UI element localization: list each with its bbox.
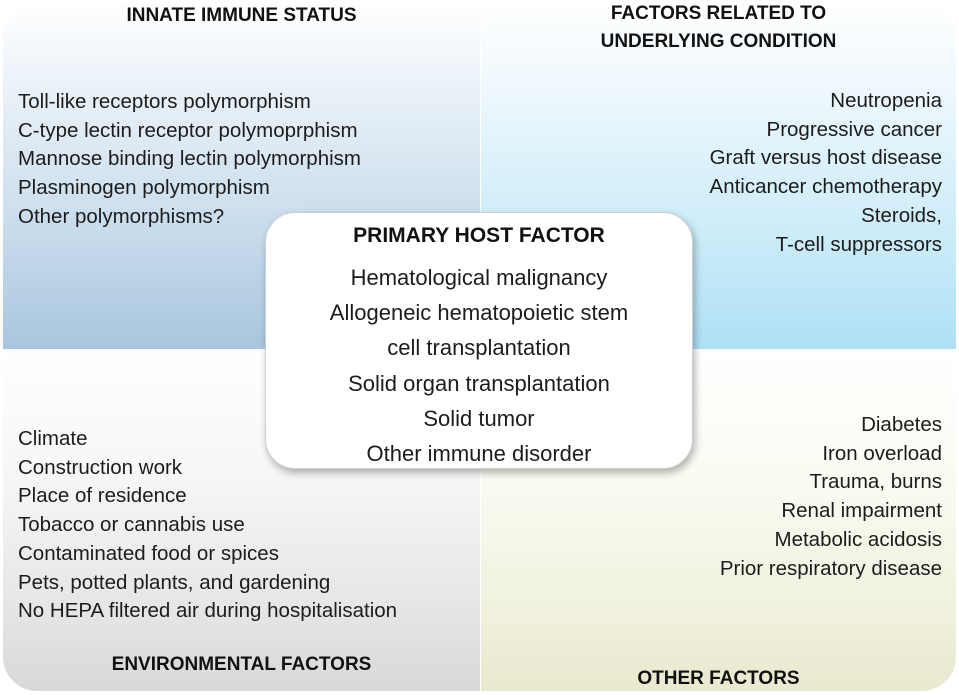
- list-item: Renal impairment: [781, 499, 942, 523]
- primary-host-factor-box: [265, 212, 693, 469]
- list-item: Neutropenia: [830, 89, 942, 112]
- list-item: C-type lectin receptor polymoprphism: [18, 118, 358, 142]
- list-item: Progressive cancer: [766, 117, 942, 141]
- environmental-factors-heading: ENVIRONMENTAL FACTORS: [111, 654, 372, 675]
- list-item: No HEPA filtered air during hospitalisation: [18, 599, 398, 623]
- list-item: T-cell suppressors: [775, 232, 942, 256]
- list-item: Mannose binding lectin polymorphism: [18, 147, 361, 171]
- underlying-condition-heading-line2: UNDERLYING CONDITION: [600, 31, 837, 52]
- primary-host-factor-title: PRIMARY HOST FACTOR: [353, 224, 605, 247]
- list-item: cell transplantation: [387, 335, 571, 361]
- list-item: Anticancer chemotherapy: [709, 175, 942, 199]
- list-item: Allogeneic hematopoietic stem: [329, 300, 629, 326]
- list-item: Iron overload: [822, 441, 942, 465]
- innate-immune-status-list: [18, 88, 361, 232]
- list-item: Pets, potted plants, and gardening: [18, 570, 331, 594]
- list-item: Toll-like receptors polymorphism: [18, 90, 311, 113]
- list-item: Solid tumor: [423, 405, 535, 431]
- list-item: Hematological malignancy: [350, 265, 608, 290]
- list-item: Metabolic acidosis: [774, 527, 942, 551]
- underlying-condition-heading: [481, 0, 956, 56]
- list-item: Prior respiratory disease: [719, 556, 942, 580]
- list-item: Other polymorphisms?: [18, 204, 225, 228]
- list-item: Trauma, burns: [809, 470, 942, 494]
- primary-host-factor-list: [266, 260, 692, 471]
- list-item: Other immune disorder: [366, 441, 592, 467]
- list-item: Tobacco or cannabis use: [18, 513, 245, 537]
- list-item: Climate: [18, 427, 88, 450]
- underlying-condition-heading-line1: FACTORS RELATED TO: [610, 3, 827, 24]
- list-item: Construction work: [18, 455, 183, 479]
- list-item: Plasminogen polymorphism: [18, 176, 270, 200]
- innate-immune-status-heading: INNATE IMMUNE STATUS: [126, 5, 357, 26]
- list-item: Place of residence: [18, 484, 187, 508]
- list-item: Contaminated food or spices: [18, 541, 279, 565]
- list-item: Solid organ transplantation: [348, 370, 610, 396]
- other-factors-heading: OTHER FACTORS: [637, 668, 800, 689]
- other-factors-list: [720, 411, 942, 583]
- list-item: Steroids,: [861, 203, 942, 227]
- underlying-condition-list: [710, 87, 942, 259]
- list-item: Diabetes: [861, 413, 942, 436]
- list-item: Graft versus host disease: [709, 146, 942, 170]
